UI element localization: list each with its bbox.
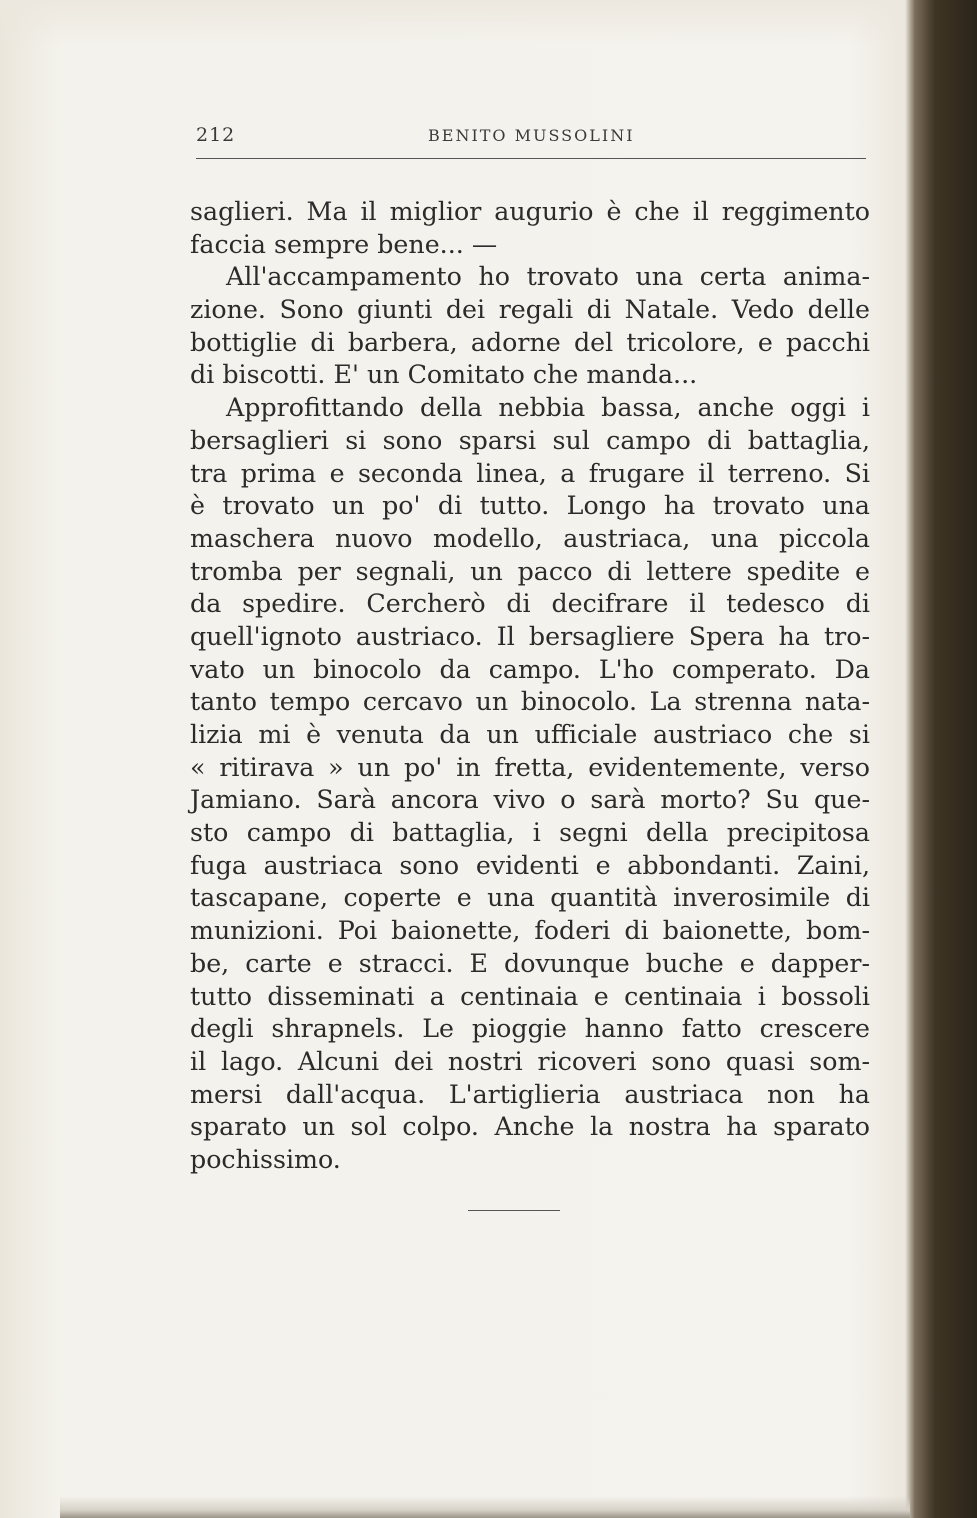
- scan-book-edge: [905, 0, 977, 1518]
- text-line: vato un binocolo da campo. L'ho comperato. Da: [190, 654, 870, 684]
- text-line: il lago. Alcuni dei nostri ricoveri sono quasi som-: [190, 1046, 870, 1076]
- page-number: 212: [196, 124, 236, 146]
- text-line: All'accampamento ho trovato una certa anima-: [226, 262, 870, 292]
- text-line: saglieri. Ma il miglior augurio è che il reggimento: [190, 197, 870, 226]
- text-line: be, carte e stracci. E dovunque buche e dapper-: [190, 948, 870, 978]
- text-line: maschera nuovo modello, austriaca, una piccola: [190, 523, 870, 553]
- text-line: bottiglie di barbera, adorne del tricolore, e pacchi: [190, 327, 870, 357]
- text-line: fuga austriaca sono evidenti e abbondanti. Zaini,: [190, 850, 870, 880]
- header-rule: [196, 158, 866, 159]
- text-line: tascapane, coperte e una quantità inverosimile di: [190, 883, 870, 913]
- text-line: da spedire. Cercherò di decifrare il tedesco di: [190, 589, 870, 619]
- text-line: pochissimo.: [190, 1144, 341, 1174]
- closing-rule: [468, 1210, 560, 1211]
- text-line: « ritirava » un po' in fretta, evidentemente, verso: [190, 752, 870, 782]
- text-line: bersaglieri si sono sparsi sul campo di battaglia,: [190, 425, 870, 455]
- text-line: zione. Sono giunti dei regali di Natale. Vedo delle: [190, 295, 870, 325]
- text-line: munizioni. Poi baionette, foderi di baionette, bom-: [190, 916, 870, 946]
- text-line: tutto disseminati a centinaia e centinaia i bossoli: [190, 981, 870, 1011]
- scan-bottom-edge: [60, 1496, 910, 1518]
- text-line: tra prima e seconda linea, a frugare il terreno. Si: [190, 458, 870, 488]
- page-header: [196, 124, 866, 150]
- text-line: tromba per segnali, un pacco di lettere spedite e: [190, 556, 870, 586]
- text-line: faccia sempre bene... —: [190, 229, 498, 259]
- text-line: è trovato un po' di tutto. Longo ha trovato una: [190, 491, 870, 521]
- text-line: sparato un sol colpo. Anche la nostra ha sparato: [190, 1112, 870, 1142]
- body-text: [190, 196, 870, 1177]
- text-line: degli shrapnels. Le pioggie hanno fatto crescere: [190, 1014, 870, 1044]
- text-line: quell'ignoto austriaco. Il bersagliere Spera ha tro-: [190, 621, 870, 651]
- text-line: Jamiano. Sarà ancora vivo o sarà morto? Su que-: [190, 785, 870, 815]
- text-line: lizia mi è venuta da un ufficiale austriaco che si: [190, 720, 870, 749]
- text-line: tanto tempo cercavo un binocolo. La strenna nata-: [190, 687, 870, 717]
- text-line: di biscotti. E' un Comitato che manda...: [190, 360, 698, 390]
- scan-top-edge: [0, 0, 920, 46]
- text-line: mersi dall'acqua. L'artiglieria austriaca non ha: [190, 1079, 870, 1109]
- text-line: sto campo di battaglia, i segni della precipitosa: [190, 818, 870, 848]
- running-head: BENITO MUSSOLINI: [428, 126, 635, 145]
- text-line: Approfittando della nebbia bassa, anche oggi i: [226, 393, 870, 423]
